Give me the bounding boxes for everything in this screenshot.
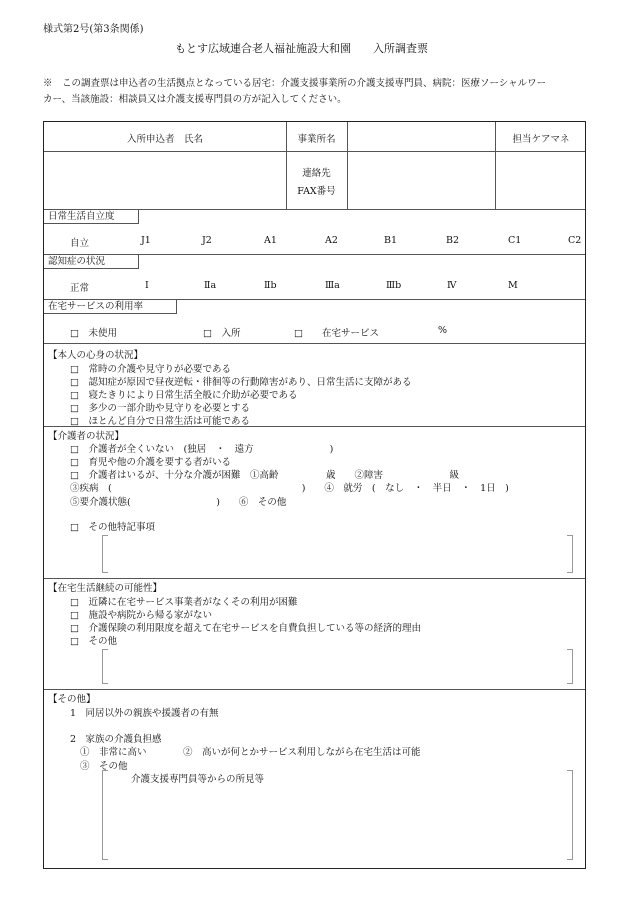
adl-level-4[interactable]: A2 [325,235,338,246]
dementia-level-5[interactable]: Ⅲb [386,280,402,291]
caregiver-difficult-checkbox[interactable]: □ 介護者はいるが、十分な介護が困難 ①高齢 歳 ②障害 級 [70,470,459,481]
comment-bracket-right [567,770,573,860]
service-rate-label: 在宅サービスの利用率 [44,299,177,314]
dementia-level-3[interactable]: Ⅱb [264,280,277,291]
service-unused-checkbox[interactable]: □ 未使用 [70,328,117,339]
caregiver-note-field[interactable] [108,535,567,573]
notice-line-2: カー、当該施設：相談員又は介護支援専門員の方が記入してください。 [43,94,347,105]
service-percent-unit: % [438,325,448,336]
continuity-item-3[interactable]: □ 介護保険の利用限度を超えて在宅サービスを自費負担している等の経済的理由 [70,623,421,634]
applicant-name-label: 入所申込者 氏名 [126,134,203,145]
form-number: 様式第2号(第3条関係) [43,24,144,35]
continuity-item-1[interactable]: □ 近隣に在宅サービス事業者がなくその利用が困難 [70,597,298,608]
continuity-title: 【在宅生活継続の可能性】 [48,583,163,594]
comment-label: 介護支援専門員等からの所見等 [131,774,265,785]
applicant-name-field[interactable] [44,151,286,209]
continuity-note-bracket-right [567,649,573,684]
burden-other-option[interactable]: ③ その他 [80,761,128,772]
adl-level-6[interactable]: B2 [446,235,460,246]
survey-form [43,121,586,869]
dementia-level-1[interactable]: Ⅰ [145,280,149,291]
dementia-label: 認知症の状況 [44,254,139,269]
dementia-level-6[interactable]: Ⅳ [447,280,457,291]
dementia-level-2[interactable]: Ⅱa [204,280,217,291]
caregiver-childcare-checkbox[interactable]: □ 育児や他の介護を要する者がいる [70,457,231,468]
adl-level-0[interactable]: 自立 [70,238,90,249]
continuity-item-2[interactable]: □ 施設や病院から帰る家がない [70,610,212,621]
others-relatives-label: 1 同居以外の親族や援護者の有無 [70,708,219,719]
others-title: 【その他】 [48,694,96,705]
adl-level-1[interactable]: J1 [141,235,151,246]
caregiver-other-note-checkbox[interactable]: □ その他特記事項 [70,522,155,533]
caregiver-title: 【介護者の状況】 [48,431,125,442]
service-admission-checkbox[interactable]: □ 入所 [203,328,241,339]
caregiver-note-bracket-right [567,535,573,573]
adl-level-5[interactable]: B1 [384,235,398,246]
mind-body-item-4[interactable]: □ 多少の一部介助や見守りを必要とする [70,403,250,414]
contact-field[interactable] [347,151,495,209]
contact-label: 連絡先 [302,168,331,179]
mind-body-item-3[interactable]: □ 寝たきりにより日常生活全般に介助が必要である [70,390,298,401]
dementia-level-0[interactable]: 正常 [70,283,90,294]
adl-level-7[interactable]: C1 [508,235,522,246]
continuity-note-field[interactable] [108,649,567,684]
adl-level-3[interactable]: A1 [264,235,277,246]
office-name-field[interactable] [347,122,495,151]
mind-body-item-2[interactable]: □ 認知症が原因で昼夜逆転・徘徊等の行動障害があり、日常生活に支障がある [70,377,412,388]
others-burden-label: 2 家族の介護負担感 [70,734,162,745]
mind-body-item-5[interactable]: □ ほとんど自分で日常生活は可能である [70,416,250,427]
continuity-item-4[interactable]: □ その他 [70,636,117,647]
mind-body-item-1[interactable]: □ 常時の介護や見守りが必要である [70,364,231,375]
adl-label: 日常生活自立度 [44,209,139,224]
dementia-level-4[interactable]: Ⅲa [325,280,340,291]
care-manager-label: 担当ケアマネ [512,134,570,145]
fax-label: FAX番号 [297,186,336,197]
dementia-level-7[interactable]: M [508,280,518,291]
adl-level-2[interactable]: J2 [202,235,212,246]
mind-body-title: 【本人の心身の状況】 [48,350,144,361]
office-name-label: 事業所名 [297,134,336,145]
caregiver-care-status-line[interactable]: ⑤要介護状態( ) ⑥ その他 [70,497,287,508]
burden-high-but-possible-option[interactable]: ② 高いが何とかサービス利用しながら在宅生活は可能 [183,747,421,758]
burden-very-high-option[interactable]: ① 非常に高い [80,747,147,758]
care-manager-field[interactable] [495,151,587,209]
comment-field[interactable] [108,784,567,860]
notice-line-1: ※ この調査票は申込者の生活拠点となっている居宅：介護支援事業所の介護支援専門員、病院：医療ソーシャルワー [43,78,547,89]
adl-level-8[interactable]: C2 [568,235,582,246]
page-title: もとす広域連合老人福祉施設大和園 入所調査票 [175,42,428,55]
caregiver-illness-line[interactable]: ③疾病 ( ) ④ 就労 ( なし ・ 半日 ・ 1日 ) [70,483,509,494]
service-home-checkbox[interactable]: □ 在宅サービス [294,328,379,339]
caregiver-none-checkbox[interactable]: □ 介護者が全くいない (独居 ・ 遠方 ) [70,444,334,455]
